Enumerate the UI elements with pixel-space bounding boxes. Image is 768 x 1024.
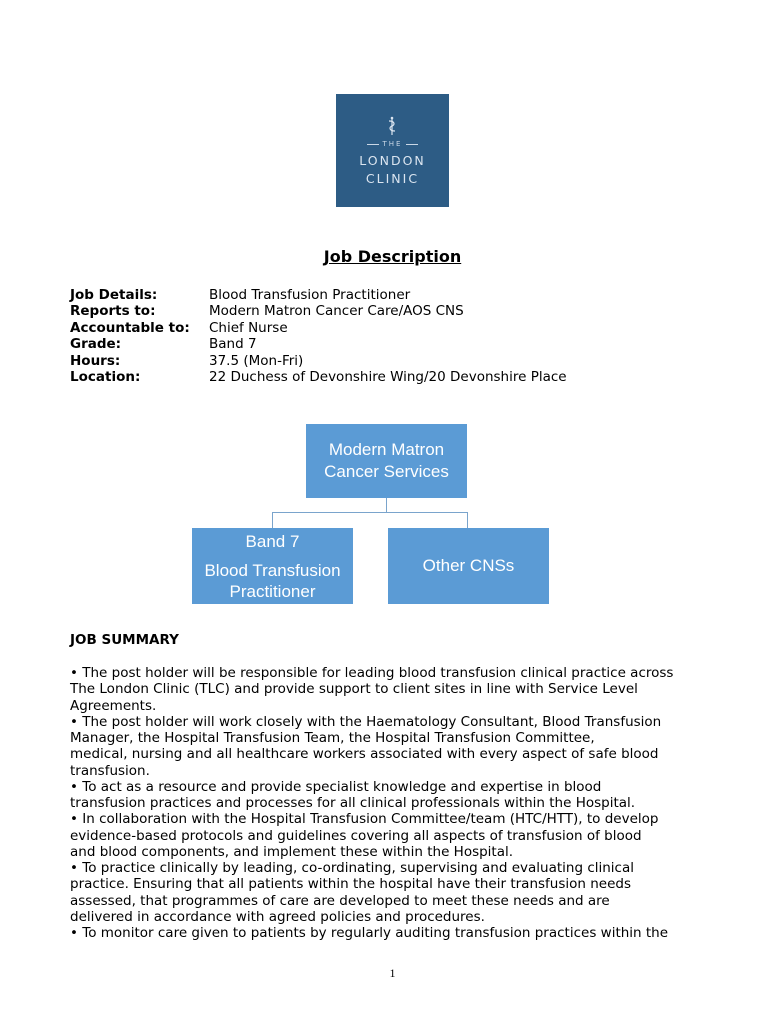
detail-row-grade [70,336,567,352]
summary-line: The London Clinic (TLC) and provide support to client sites in line with Service Level [70,681,638,698]
summary-line: • To act as a resource and provide specialist knowledge and expertise in blood [70,778,602,795]
detail-label: Job Details: [70,287,158,303]
caduceus-icon [384,116,400,136]
logo-clinic-text: CLINIC [365,171,420,186]
org-box-text: Other CNSs [422,556,515,575]
detail-value: Modern Matron Cancer Care/AOS CNS [209,303,464,320]
org-box-text: Modern Matron [328,440,445,459]
job-details-table [70,287,567,385]
org-box-text: Practitioner [229,581,316,601]
summary-line: • To monitor care given to patients by regularly auditing transfusion practices within the [70,925,669,941]
summary-line: medical, nursing and all healthcare workers associated with every aspect of safe blood [70,746,659,763]
detail-row-job-details [70,287,567,303]
detail-label: Hours: [70,352,121,369]
summary-line: transfusion practices and processes for all clinical professionals within the Hospital. [70,795,636,811]
job-summary-body [70,665,720,941]
summary-line: Manager, the Hospital Transfusion Team, the Hospital Transfusion Committee, [70,730,595,746]
detail-label: Reports to: [70,303,156,320]
org-connector-vertical-top [386,498,387,512]
summary-line: assessed, that programmes of care are developed to meet these needs and are [70,892,610,909]
org-box-text: Cancer Services [324,462,449,481]
org-connector-vertical-left [272,512,273,528]
summary-line: Agreements. [70,697,157,714]
detail-row-accountable-to [70,320,567,336]
detail-value: Chief Nurse [209,319,288,336]
page-number: 1 [389,966,396,980]
logo-the-text: THE [336,140,449,148]
summary-line: evidence-based protocols and guidelines covering all aspects of transfusion of blood [70,827,642,844]
detail-row-location [70,369,567,385]
org-box-other-cnss [388,528,549,604]
org-box-blood-transfusion-practitioner [192,528,353,604]
job-summary-heading: JOB SUMMARY [70,632,179,648]
detail-row-reports-to [70,303,567,319]
org-connector-vertical-right [467,512,468,528]
detail-row-hours [70,353,567,369]
detail-value: 22 Duchess of Devonshire Wing/20 Devonshire Place [209,369,567,386]
detail-label: Grade: [70,336,122,353]
summary-line: delivered in accordance with agreed policies and procedures. [70,908,485,925]
detail-label: Location: [70,369,141,386]
org-box-text: Blood Transfusion [204,560,341,580]
detail-value: Blood Transfusion Practitioner [209,287,411,303]
org-connector-horizontal [272,512,468,513]
logo-london-text: LONDON [359,153,426,168]
summary-line: • In collaboration with the Hospital Transfusion Committee/team (HTC/HTT), to develop [70,811,659,828]
org-box-text: Band 7 [245,531,300,551]
org-box-modern-matron [306,424,467,498]
detail-value: Band 7 [209,336,257,353]
summary-line: practice. Ensuring that all patients within the hospital have their transfusion needs [70,876,632,893]
the-london-clinic-logo [336,94,449,207]
summary-line: • The post holder will work closely with the Haematology Consultant, Blood Transfusion [70,713,662,730]
summary-line: • The post holder will be responsible for leading blood transfusion clinical practice across [70,665,674,681]
summary-line: • To practice clinically by leading, co-ordinating, supervising and evaluating clinical [70,860,635,876]
detail-value: 37.5 (Mon-Fri) [209,352,304,369]
detail-label: Accountable to: [70,319,190,336]
document-title: Job Description [323,247,462,266]
summary-line: and blood components, and implement these within the Hospital. [70,843,514,860]
summary-line: transfusion. [70,762,150,779]
